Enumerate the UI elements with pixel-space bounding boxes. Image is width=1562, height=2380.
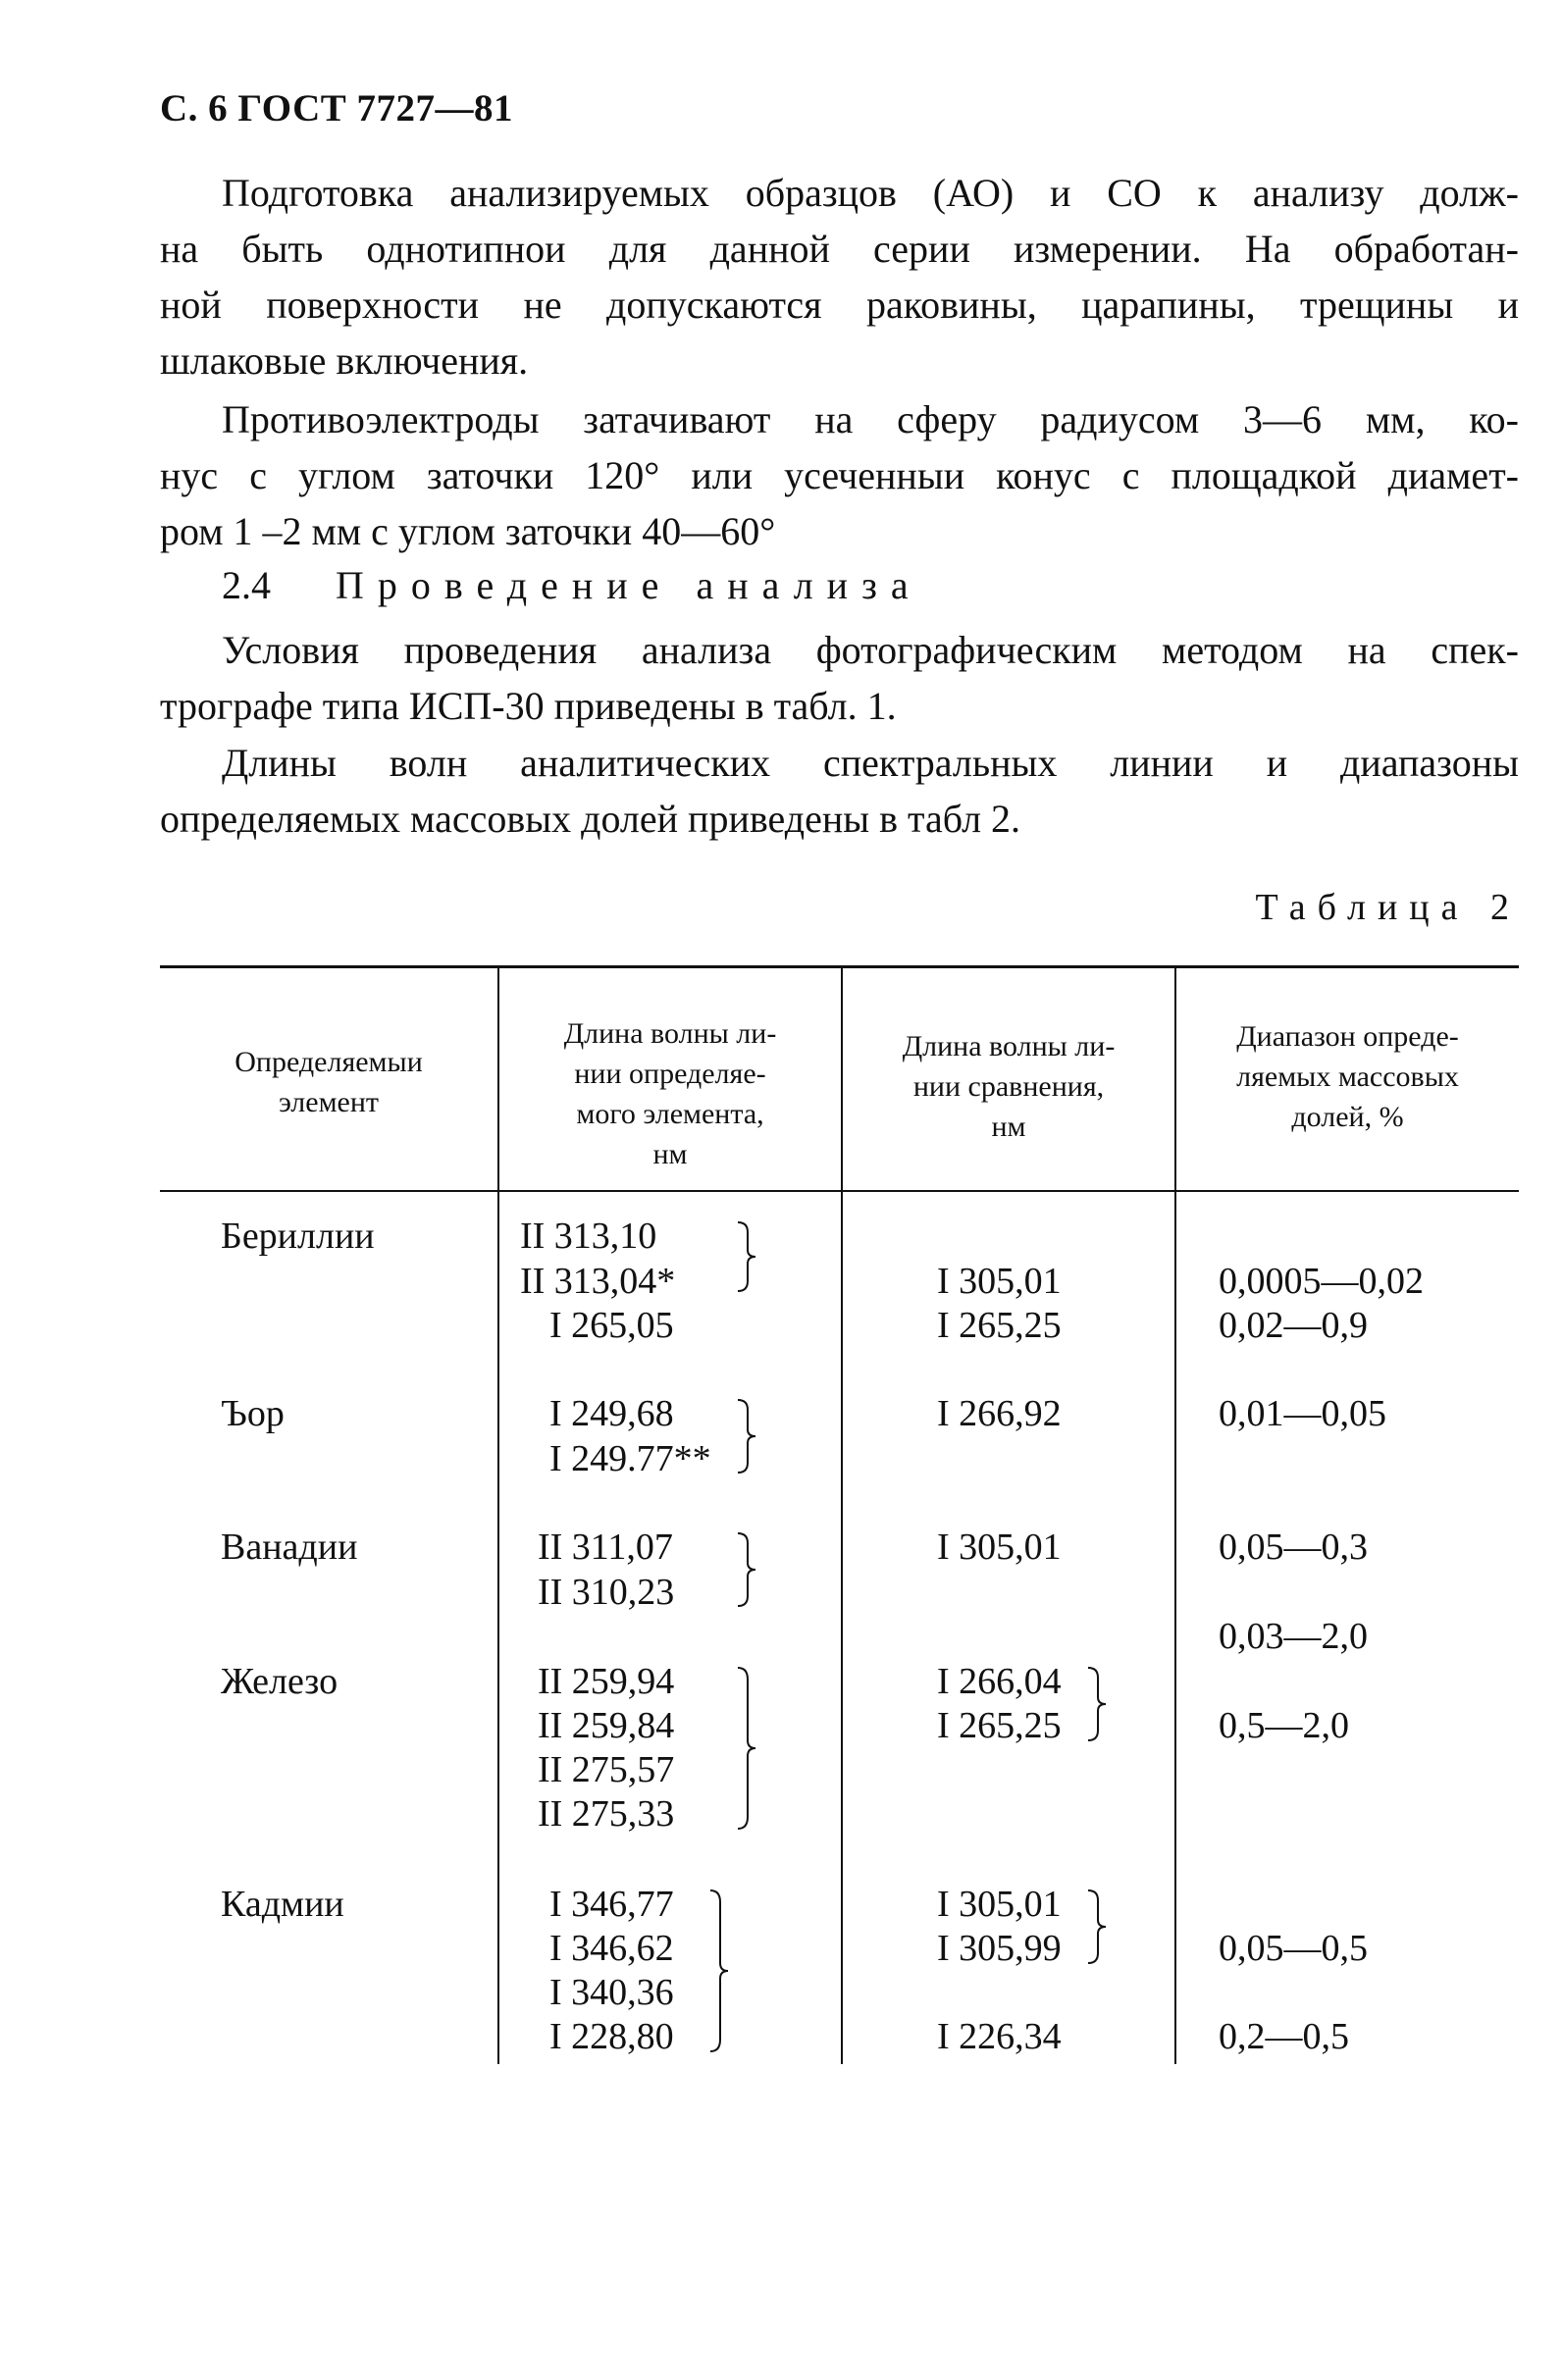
analytical-line: I 228,80: [549, 2016, 674, 2057]
comparison-line: I 265,25: [937, 1305, 1062, 1346]
analytical-line: I 340,36: [549, 1972, 674, 2013]
comparison-line: I 266,92: [937, 1393, 1062, 1434]
analytical-line: II 311,07: [538, 1526, 673, 1568]
right-brace-icon: [1084, 1888, 1110, 1965]
analytical-line: II 259,94: [538, 1661, 675, 1702]
header-line: Определяемыи: [234, 1046, 423, 1078]
paragraph-4: [160, 735, 1519, 847]
comparison-line: I 265,25: [937, 1705, 1062, 1746]
right-brace-icon: [734, 1398, 759, 1475]
element-name: Железо: [221, 1661, 338, 1702]
range-value: 0,5—2,0: [1219, 1705, 1349, 1746]
analytical-line: II 259,84: [538, 1705, 675, 1746]
table-caption: Таблица 2: [1255, 887, 1521, 928]
right-brace-icon: [734, 1220, 759, 1293]
element-name: Кадмии: [221, 1884, 344, 1925]
range-value: 0,05—0,5: [1219, 1928, 1368, 1969]
right-brace-icon: [734, 1531, 759, 1608]
paragraph-line: Длины волн аналитических спектральных линии и диапазоны: [222, 741, 1519, 785]
paragraph-line: трографе типа ИСП-30 приведены в табл. 1.: [160, 684, 897, 728]
right-brace-icon: [734, 1666, 759, 1831]
header-line: Диапазон опреде-: [1236, 1020, 1459, 1053]
header-line: нии определяе-: [574, 1058, 766, 1090]
range-value: 0,02—0,9: [1219, 1305, 1368, 1346]
paragraph-line: шлаковые включения.: [160, 338, 529, 383]
comparison-line: I 305,01: [937, 1884, 1062, 1925]
header-comparison-wavelength: [843, 1026, 1174, 1147]
element-name: Бериллии: [221, 1216, 375, 1257]
header-line: нм: [991, 1111, 1026, 1143]
right-brace-icon: [706, 1888, 732, 2053]
analytical-line: II 275,33: [538, 1793, 675, 1835]
paragraph-line: Подготовка анализируемых образцов (АО) и СО к анализу долж-: [222, 171, 1519, 215]
paragraph-line: Условия проведения анализа фотографическим методом на спек-: [222, 628, 1519, 672]
range-value: 0,2—0,5: [1219, 2016, 1349, 2057]
range-value: 0,01—0,05: [1219, 1393, 1386, 1434]
header-analytical-wavelength: [499, 1013, 841, 1174]
header-line: ляемых массовых: [1236, 1061, 1459, 1093]
analytical-line: I 346,77: [549, 1884, 674, 1925]
header-range: [1176, 1016, 1519, 1137]
paragraph-line: определяемых массовых долей приведены в табл 2.: [160, 797, 1021, 841]
element-name: Ъор: [221, 1393, 285, 1434]
analytical-line: II 313,04*: [520, 1261, 676, 1302]
header-line: долей, %: [1291, 1101, 1404, 1133]
paragraph-line: ной поверхности не допускаются раковины, царапины, трещины и: [160, 283, 1519, 327]
analytical-line: I 249.77**: [549, 1438, 711, 1479]
header-line: Длина волны ли-: [902, 1030, 1116, 1062]
range-value: 0,03—2,0: [1219, 1616, 1368, 1657]
table-top-rule: [160, 965, 1519, 968]
section-number: 2.4: [222, 563, 271, 607]
paragraph-line: нус с углом заточки 120° или усеченныи конус с площадкой диамет-: [160, 453, 1519, 497]
header-line: нм: [652, 1138, 688, 1170]
analytical-line: II 310,23: [538, 1572, 675, 1613]
element-name: Ванадии: [221, 1526, 358, 1568]
paragraph-line: ром 1 –2 мм с углом заточки 40—60°: [160, 509, 776, 553]
comparison-line: I 305,01: [937, 1261, 1062, 1302]
paragraph-3: [160, 622, 1519, 734]
analytical-line: I 265,05: [549, 1305, 674, 1346]
running-head: С. 6 ГОСТ 7727—81: [160, 87, 513, 129]
header-line: элемент: [278, 1086, 380, 1118]
table-header-rule: [160, 1190, 1519, 1192]
header-element: [160, 1042, 497, 1122]
header-line: нии сравнения,: [912, 1070, 1105, 1103]
paragraph-line: на быть однотипнои для данной серии измерении. На обработан-: [160, 227, 1519, 271]
section-title: Проведение анализа: [336, 563, 922, 607]
analytical-line: I 249,68: [549, 1393, 674, 1434]
comparison-line: I 226,34: [937, 2016, 1062, 2057]
paragraph-line: Противоэлектроды затачивают на сферу радиусом 3—6 мм, ко-: [222, 397, 1519, 441]
paragraph-2: [160, 391, 1519, 559]
analytical-line: II 275,57: [538, 1749, 675, 1790]
comparison-line: I 305,99: [937, 1928, 1062, 1969]
right-brace-icon: [1084, 1666, 1110, 1742]
paragraph-1: [160, 165, 1519, 388]
comparison-line: I 305,01: [937, 1526, 1062, 1568]
range-value: 0,0005—0,02: [1219, 1261, 1424, 1302]
analytical-line: I 346,62: [549, 1928, 674, 1969]
range-value: 0,05—0,3: [1219, 1526, 1368, 1568]
comparison-line: I 266,04: [937, 1661, 1062, 1702]
header-line: Длина волны ли-: [563, 1017, 777, 1050]
header-line: мого элемента,: [576, 1098, 764, 1130]
analytical-line: II 313,10: [520, 1216, 657, 1257]
section-heading: [222, 562, 922, 608]
